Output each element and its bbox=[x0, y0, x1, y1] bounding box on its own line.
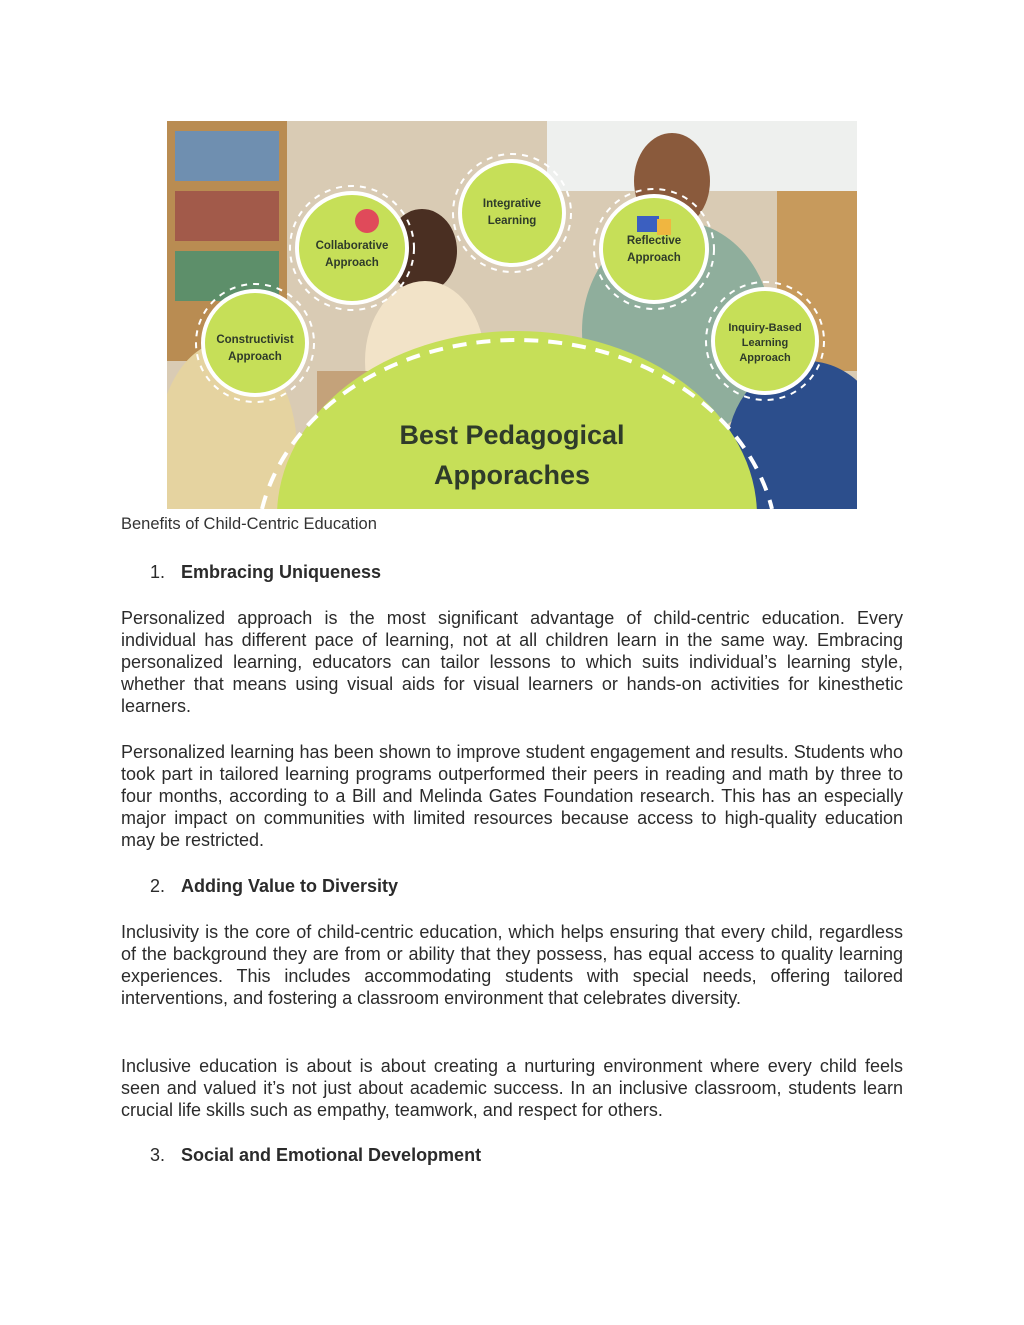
section-heading-1 bbox=[150, 562, 381, 583]
section-number: 3. bbox=[150, 1145, 166, 1165]
svg-text:Integrative: Integrative bbox=[482, 198, 542, 210]
section-number: 1. bbox=[150, 562, 166, 582]
svg-text:Inquiry-Based: Inquiry-Based bbox=[728, 322, 802, 334]
svg-text:Constructivist: Constructivist bbox=[216, 334, 294, 346]
section-number: 2. bbox=[150, 876, 166, 896]
figure-caption: Benefits of Child-Centric Education bbox=[121, 515, 377, 533]
svg-text:Learning: Learning bbox=[741, 337, 789, 349]
pedagogy-illustration bbox=[167, 121, 857, 509]
paragraph: Personalized learning has been shown to improve student engagement and results. Students who took part in tailored learning programs outperformed their peers in reading and math by three to four months, according to a Bill and Melinda Gates Foundation research. This has an especially major impact on communities with limited resources because access to high-quality education may be restricted. bbox=[121, 742, 903, 850]
bubble-collaborative bbox=[290, 186, 414, 310]
section-title: Social and Emotional Development bbox=[181, 1145, 482, 1165]
svg-text:Approach: Approach bbox=[739, 352, 791, 364]
paragraph: Inclusivity is the core of child-centric education, which helps ensuring that every child, regardless of the background they are from or ability that they possess, has equal access to quality learning experiences. This includes accommodating students with special needs, offering tailored interventions, and fostering a classroom environment that celebrates diversity. bbox=[121, 922, 903, 1008]
figure-title-line2: Apporaches bbox=[433, 460, 591, 490]
section-heading-3 bbox=[150, 1145, 481, 1166]
paragraph: Personalized approach is the most significant advantage of child-centric education. Every individual has different pace of learning, not at all children learn in the same way. Embracing personalized learning, educators can tailor lessons to which suits individual’s learning style, whether that means using visual aids for visual learners or hands-on activities for kinesthetic learners. bbox=[121, 608, 903, 716]
svg-text:Approach: Approach bbox=[228, 351, 282, 363]
paragraph: Inclusive education is about is about creating a nurturing environment where every child feels seen and valued it’s not just about academic success. In an inclusive classroom, students learn crucial life skills such as empathy, teamwork, and respect for others. bbox=[121, 1056, 903, 1120]
svg-text:Approach: Approach bbox=[627, 252, 681, 264]
hero-image bbox=[167, 121, 857, 509]
section-title: Embracing Uniqueness bbox=[181, 562, 382, 582]
svg-text:Collaborative: Collaborative bbox=[315, 240, 389, 252]
svg-text:Approach: Approach bbox=[325, 257, 379, 269]
svg-text:Reflective: Reflective bbox=[626, 235, 682, 247]
figure-title-line1: Best Pedagogical bbox=[399, 420, 625, 450]
section-heading-2 bbox=[150, 876, 398, 897]
section-title: Adding Value to Diversity bbox=[181, 876, 399, 896]
svg-text:Learning: Learning bbox=[487, 215, 537, 227]
